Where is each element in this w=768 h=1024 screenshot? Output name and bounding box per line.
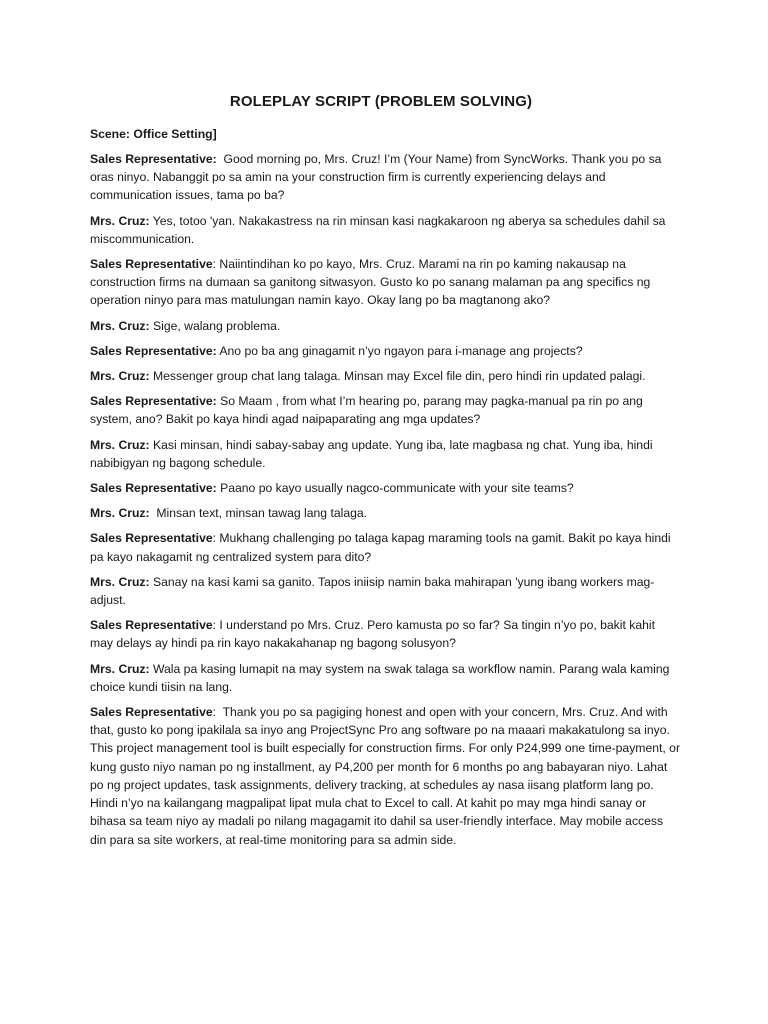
dialogue-text: : Mukhang challenging po talaga kapag maraming tools na gamit. Bakit po kaya hindi pa kayo nakagamit ng centralized system para dito?	[90, 531, 675, 564]
scene-heading: Scene: Office Setting]	[90, 127, 217, 141]
dialogue-text: Paano po kayo usually nagco-communicate with your site teams?	[216, 481, 574, 496]
speaker-label: Sales Representative	[90, 257, 213, 272]
speaker-label: Mrs. Cruz:	[90, 369, 150, 384]
dialogue-text: : Thank you po sa pagiging honest and open with your concern, Mrs. Cruz. And with that, gusto ko pong ipakilala sa inyo ang ProjectSync Pro ang software po na maaari makakatulong sa inyo. This project management tool is built especially for construction firms. For only P24,999 one time-payment, or kung gusto niyo naman po ng installment, ay P4,200 per month for 6 months po ang babayaran niyo. Lahat po ng project updates, task assignments, delivery tracking, at schedules ay nasa iisang platform lang po. Hindi n’yo na kailangang magpalipat lipat mula chat to Excel to call. At kahit po may mga hindi sanay or bihasa sa team niyo ay madali po nilang magagamit ito dahil sa user-friendly interface. May mobile access din para sa site workers, at real-time monitoring para sa admin side.	[90, 705, 684, 847]
dialogue-turn	[90, 150, 680, 205]
speaker-label: Mrs. Cruz:	[90, 318, 150, 333]
dialogue-text: Good morning po, Mrs. Cruz! I’m (Your Name) from SyncWorks. Thank you po sa oras ninyo. Nabanggit po sa amin na your construction firm is currently experiencing delays and communication issues, tama po ba?	[90, 152, 665, 203]
speaker-label: Sales Representative:	[90, 394, 217, 409]
dialogue-turn	[90, 436, 680, 472]
dialogue-turn	[90, 616, 680, 652]
speaker-label: Mrs. Cruz:	[90, 661, 150, 676]
dialogue-turn	[90, 255, 680, 310]
dialogue-turn	[90, 529, 680, 565]
dialogue-text: Yes, totoo 'yan. Nakakastress na rin minsan kasi nagkakaroon ng aberya sa schedules dahil sa miscommunication.	[90, 213, 669, 246]
dialogue-text: Sige, walang problema.	[149, 318, 281, 333]
dialogue-text: Sanay na kasi kami sa ganito. Tapos iniisip namin baka mahirapan 'yung ibang workers mag-adjust.	[90, 574, 655, 608]
dialogue-list	[90, 150, 684, 849]
speaker-label: Sales Representative:	[90, 481, 217, 496]
dialogue-turn	[90, 504, 680, 522]
dialogue-turn	[90, 317, 680, 335]
dialogue-text: : Naiintindihan ko po kayo, Mrs. Cruz. Marami na rin po kaming nakausap na construction firms na dumaan sa ganitong sitwasyon. Gusto ko po sanang malaman pa ang specifics ng operation ninyo para mas matulungan namin kayo. Okay lang po ba magtanong ako?	[90, 257, 654, 308]
speaker-label: Mrs. Cruz:	[90, 437, 150, 452]
dialogue-turn	[90, 367, 680, 385]
document-title: ROLEPLAY SCRIPT (PROBLEM SOLVING)	[229, 93, 533, 110]
dialogue-text: Ano po ba ang ginagamit n’yo ngayon para i-manage ang projects?	[216, 343, 583, 358]
dialogue-turn	[90, 660, 680, 696]
speaker-label: Sales Representative:	[90, 343, 217, 358]
dialogue-turn	[90, 703, 684, 849]
dialogue-text: : I understand po Mrs. Cruz. Pero kamusta po so far? Sa tingin n’yo po, bakit kahit may delays ay hindi pa rin kayo nakakahanap ng bagong solusyon?	[90, 618, 659, 651]
speaker-label: Sales Representative	[90, 705, 213, 720]
speaker-label: Sales Representative:	[90, 152, 217, 166]
dialogue-turn	[90, 573, 680, 609]
dialogue-text: Messenger group chat lang talaga. Minsan may Excel file din, pero hindi rin updated palagi.	[149, 369, 646, 384]
dialogue-text: Minsan text, minsan tawag lang talaga.	[149, 506, 368, 521]
dialogue-text: Wala pa kasing lumapit na may system na swak talaga sa workflow namin. Parang wala kaming choice kundi tiisin na lang.	[90, 661, 673, 694]
dialogue-text: So Maam , from what I’m hearing po, parang may pagka-manual pa rin po ang system, ano? Bakit po kaya hindi agad naipaparating ang mga updates?	[90, 394, 647, 427]
dialogue-turn	[90, 392, 680, 428]
dialogue-turn	[90, 212, 680, 248]
speaker-label: Mrs. Cruz:	[90, 213, 150, 228]
dialogue-turn	[90, 479, 680, 497]
speaker-label: Sales Representative	[90, 531, 213, 546]
speaker-label: Mrs. Cruz:	[90, 574, 150, 589]
document-page	[90, 93, 684, 856]
speaker-label: Mrs. Cruz:	[90, 506, 150, 521]
speaker-label: Sales Representative	[90, 618, 213, 633]
dialogue-turn	[90, 342, 680, 360]
dialogue-text: Kasi minsan, hindi sabay-sabay ang update. Yung iba, late magbasa ng chat. Yung iba, hindi nabibigyan ng bagong schedule.	[90, 437, 656, 470]
